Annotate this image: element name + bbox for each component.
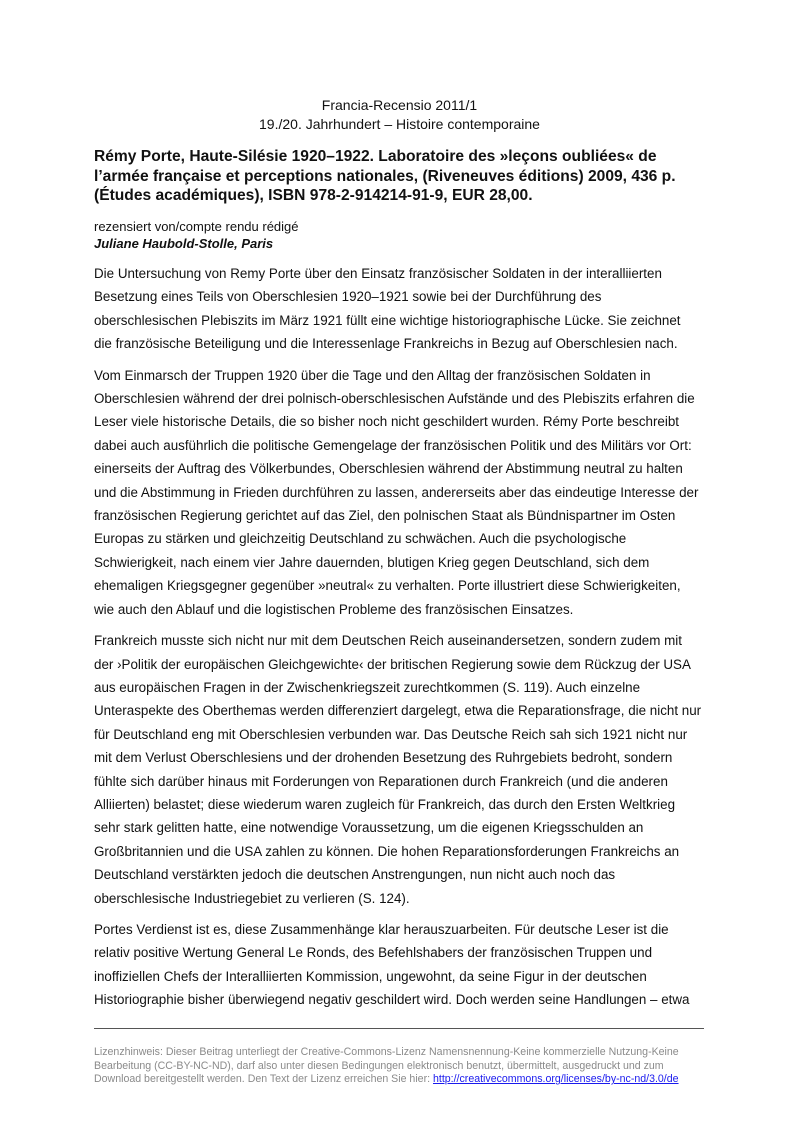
license-link[interactable]: http://creativecommons.org/licenses/by-nc-nd/3.0/de [433,1073,679,1085]
review-title [94,147,714,206]
body-line: inoffiziellen Chefs der Interalliierten Kommission, ungewohnt, da seine Figur in der deutschen [94,968,647,984]
byline [94,218,299,252]
page-header [0,96,799,134]
body-line: der ›Politik der europäischen Gleichgewichte‹ der britischen Regierung sowie dem Rückzug der USA [94,656,691,672]
body-paragraph [94,918,716,1012]
footer-divider [94,1028,704,1029]
body-line: Deutschland verstärkten jedoch die deutschen Anstrengungen, nun nicht auch noch das [94,867,616,883]
license-notice [94,1046,714,1087]
section-heading: 19./20. Jahrhundert – Histoire contemporaine [259,116,540,132]
body-line: Alliierten) belastet; diese wiederum waren zugleich für Frankreich, das durch den Ersten Weltkrieg [94,796,676,812]
title-line: Rémy Porte, Haute-Silésie 1920–1922. Laboratoire des »leçons oubliées« de [94,148,657,165]
body-line: oberschlesische Industriegebiet zu verlieren (S. 124). [94,890,410,906]
body-line: Historiographie bisher überwiegend negativ geschildert wird. Doch werden seine Handlungen – etwa [94,992,690,1008]
body-paragraph [94,364,716,621]
body-paragraph [94,262,716,356]
body-line: Vom Einmarsch der Truppen 1920 über die Tage und den Alltag der französischen Soldaten in [94,367,651,383]
body-line: einerseits der Auftrag des Völkerbundes, Oberschlesien während der Abstimmung neutral zu halten [94,461,683,477]
reviewer-name: Juliane Haubold-Stolle, Paris [94,236,274,251]
body-line: relativ positive Wertung General Le Ronds, des Befehlshabers der französischen Truppen und [94,945,653,961]
title-line: (Études académiques), ISBN 978-2-914214-91-9, EUR 28,00. [94,187,533,204]
body-line: Frankreich musste sich nicht nur mit dem Deutschen Reich auseinandersetzen, sondern zudem mit [94,633,682,649]
body-line: Europas zu stärken und gleichzeitig Deutschland zu schwächen. Auch die psychologische [94,531,627,547]
review-body [94,262,716,1020]
body-line: Portes Verdienst ist es, diese Zusammenhänge klar herauszuarbeiten. Für deutsche Leser ist die [94,921,669,937]
body-line: Leser viele historische Details, die so bisher noch nicht geschildert wurden. Rémy Porte beschreibt [94,414,680,430]
body-line: sehr stark gelitten hatte, eine notwendige Voraussetzung, um die eigenen Kriegsschulden an [94,820,644,836]
body-line: dabei auch ausführlich die politische Gemengelage der französischen Politik und des Militärs vor Ort: [94,437,692,453]
body-line: mit dem Verlust Oberschlesiens und der drohenden Besetzung des Ruhrgebiets bedroht, sondern [94,750,673,766]
body-line: für Deutschland eng mit Oberschlesien verbunden war. Das Deutsche Reich sah sich 1921 nicht nur [94,726,688,742]
license-line: Bearbeitung (CC-BY-NC-ND), darf also unter diesen Bedingungen elektronisch benutzt, übermittelt, ausgedruckt und zum [94,1059,664,1072]
license-line-prefix: Download bereitgestellt werden. Den Text der Lizenz erreichen Sie hier: [94,1073,433,1085]
body-line: wie auch den Ablauf und die logistischen Probleme des französischen Einsatzes. [94,601,574,617]
reviewer-label: rezensiert von/compte rendu rédigé [94,219,299,234]
license-line: Lizenzhinweis: Dieser Beitrag unterliegt der Creative-Commons-Lizenz Namensnennung-Keine kommerzielle Nutzung-Keine [94,1046,679,1058]
body-paragraph [94,629,716,910]
journal-issue: Francia-Recensio 2011/1 [321,97,478,113]
title-line: l’armée française et perceptions nationales, (Riveneuves éditions) 2009, 436 p. [94,167,676,185]
license-line [94,1073,714,1087]
body-line: fühlte sich darüber hinaus mit Forderungen von Reparationen durch Frankreich (und die anderen [94,773,668,789]
body-line: französischen Regierung gerichtet auf das Ziel, den polnischen Staat als Bündnispartner im Osten [94,508,676,524]
body-line: aus europäischen Fragen in der Zwischenkriegszeit zurechtkommen (S. 119). Auch einzelne [94,679,641,695]
body-line: Oberschlesien während der drei polnisch-oberschlesischen Aufstände und des Plebiszits erfahren die [94,391,695,407]
body-line: Unteraspekte des Oberthemas werden differenziert dargelegt, etwa die Reparationsfrage, die nicht nur [94,703,702,719]
body-line: Besetzung eines Teils von Oberschlesien 1920–1921 sowie bei der Durchführung des [94,289,602,305]
body-line: Die Untersuchung von Remy Porte über den Einsatz französischer Soldaten in der interalliierten [94,266,662,281]
body-line: ehemaligen Kriegsgegner gegenüber »neutral« zu verhalten. Porte illustriert diese Schwierigkeiten, [94,578,681,594]
body-line: oberschlesischen Plebiszits im März 1921 füllt eine wichtige historiographische Lücke. Sie zeichnet [94,312,681,328]
body-line: Großbritannien und die USA zahlen zu können. Die hohen Reparationsforderungen Frankreichs an [94,843,680,859]
body-line: Schwierigkeit, nach einem vier Jahre dauernden, blutigen Krieg gegen Deutschland, sich dem [94,554,650,570]
body-line: und die Abstimmung in Frieden durchführen zu lassen, andererseits aber das eindeutige Interesse der [94,484,699,500]
body-line: die französische Beteiligung und die Interessenlage Frankreichs in Bezug auf Oberschlesien nach. [94,336,678,352]
